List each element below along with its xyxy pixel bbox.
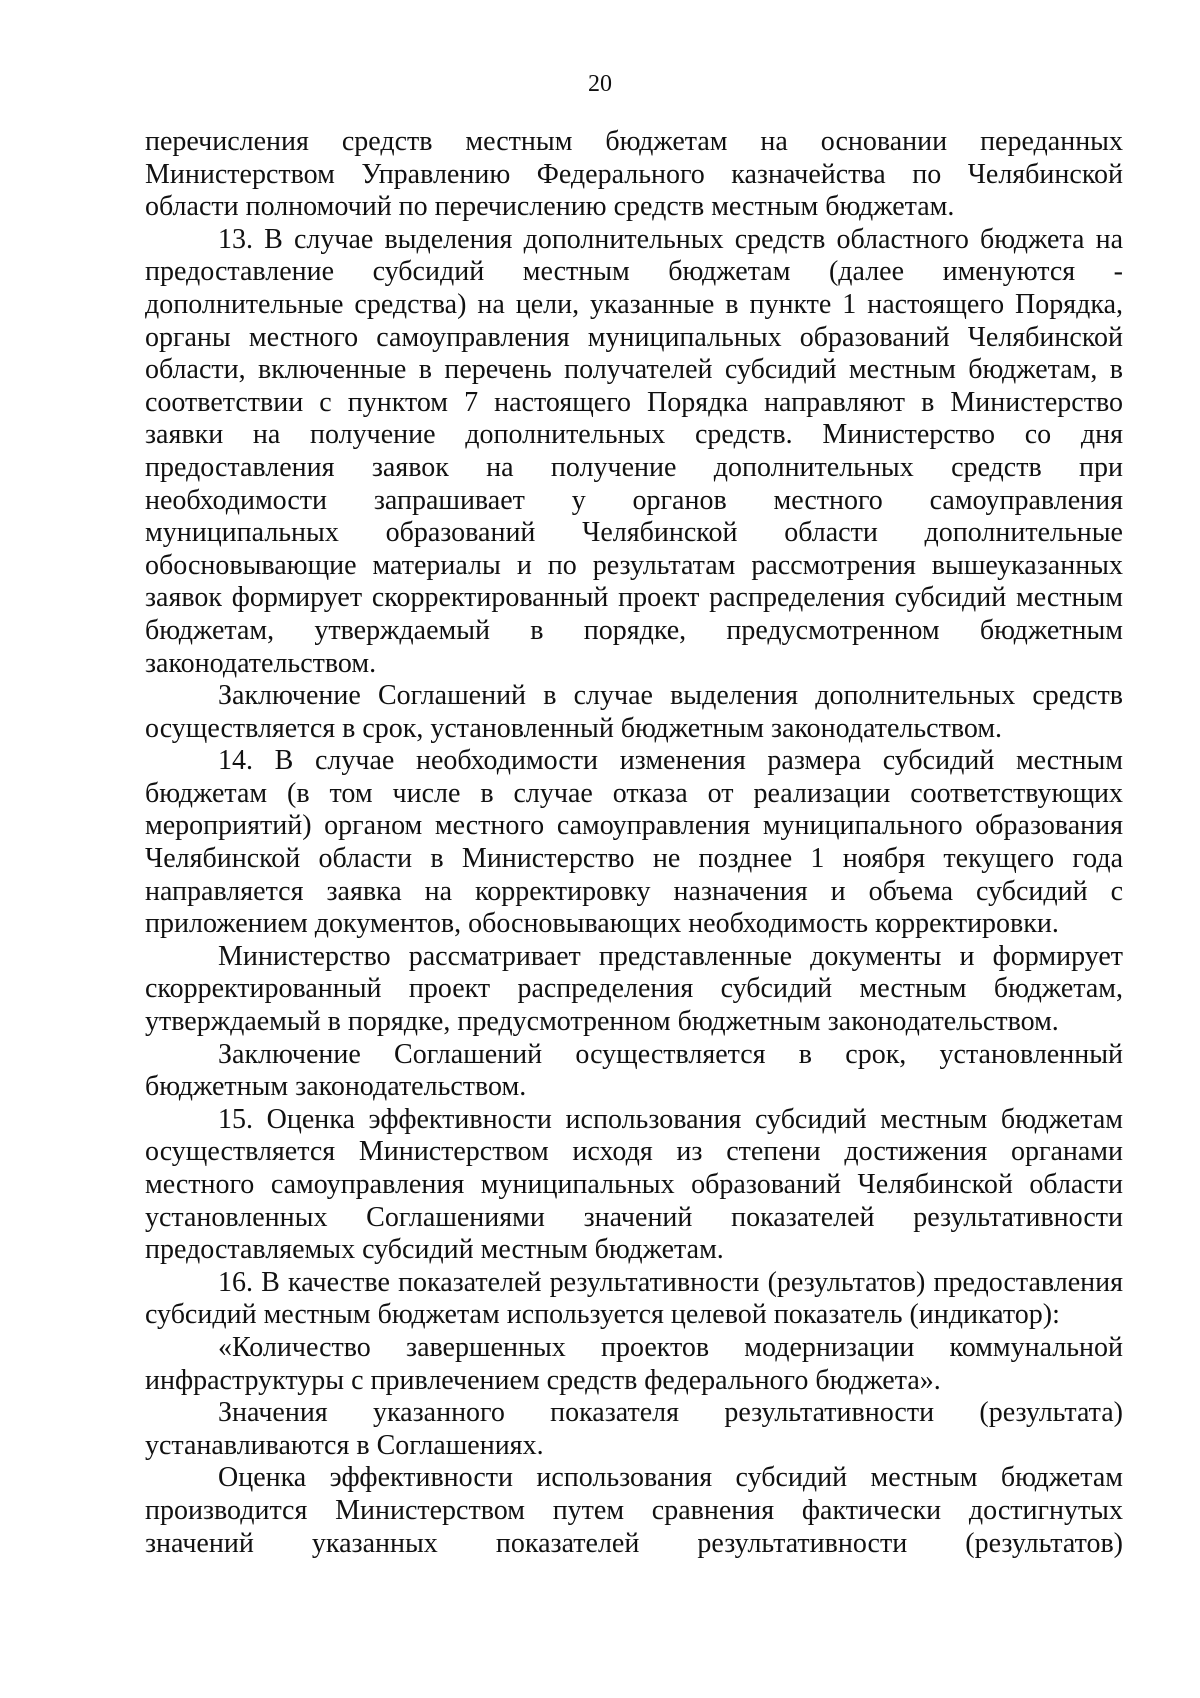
paragraph-agreements-term: Заключение Соглашений осуществляется в срок, установленный бюджетным законодательством. <box>145 1038 1123 1103</box>
paragraph-item-15: 15. Оценка эффективности использования субсидий местным бюджетам осуществляется Министерством исходя из степени достижения органами местного самоуправления муниципальных образований Челябинской области установленных Соглашениями значений показателей результативности предоставляемых субсидий местным бюджетам. <box>145 1103 1123 1266</box>
paragraph-item-14: 14. В случае необходимости изменения размера субсидий местным бюджетам (в том числе в случае отказа от реализации соответствующих мероприятий) органом местного самоуправления муниципального образования Челябинской области в Министерство не позднее 1 ноября текущего года направляется заявка на корректировку назначения и объема субсидий с приложением документов, обосновывающих необходимость корректировки. <box>145 745 1123 940</box>
paragraph-continuation: перечисления средств местным бюджетам на основании переданных Министерством Управлению Федерального казначейства по Челябинской области полномочий по перечислению средств местным бюджетам. <box>145 126 1123 223</box>
paragraph-agreements-additional: Заключение Соглашений в случае выделения дополнительных средств осуществляется в срок, установленный бюджетным законодательством. <box>145 680 1123 744</box>
paragraph-indicator-quote: «Количество завершенных проектов модернизации коммунальной инфраструктуры с привлечением средств федерального бюджета». <box>145 1331 1123 1396</box>
paragraph-indicator-values: Значения указанного показателя результативности (результата) устанавливаются в Соглашениях. <box>145 1397 1123 1461</box>
paragraph-ministry-review: Министерство рассматривает представленные документы и формирует скорректированный проект распределения субсидий местным бюджетам, утверждаемый в порядке, предусмотренном бюджетным законодательством. <box>145 940 1123 1038</box>
paragraph-item-16: 16. В качестве показателей результативности (результатов) предоставления субсидий местным бюджетам используется целевой показатель (индикатор): <box>145 1266 1123 1331</box>
paragraph-item-13: 13. В случае выделения дополнительных средств областного бюджета на предоставление субсидий местным бюджетам (далее именуются - дополнительные средства) на цели, указанные в пункте 1 настоящего Порядка, органы местного самоуправления муниципальных образований Челябинской области, включенные в перечень получателей субсидий местным бюджетам, в соответствии с пунктом 7 настоящего Порядка направляют в Министерство заявки на получение дополнительных средств. Министерство со дня предоставления заявок на получение дополнительных средств при необходимости запрашивает у органов местного самоуправления муниципальных образований Челябинской области дополнительные обосновывающие материалы и по результатам рассмотрения вышеуказанных заявок формирует скорректированный проект распределения субсидий местным бюджетам, утверждаемый в порядке, предусмотренном бюджетным законодательством. <box>145 223 1123 679</box>
document-body <box>145 126 1123 1560</box>
page-number: 20 <box>588 71 612 97</box>
paragraph-efficiency-assessment: Оценка эффективности использования субсидий местным бюджетам производится Министерством путем сравнения фактически достигнутых значений указанных показателей результативности (результатов) <box>145 1462 1123 1559</box>
